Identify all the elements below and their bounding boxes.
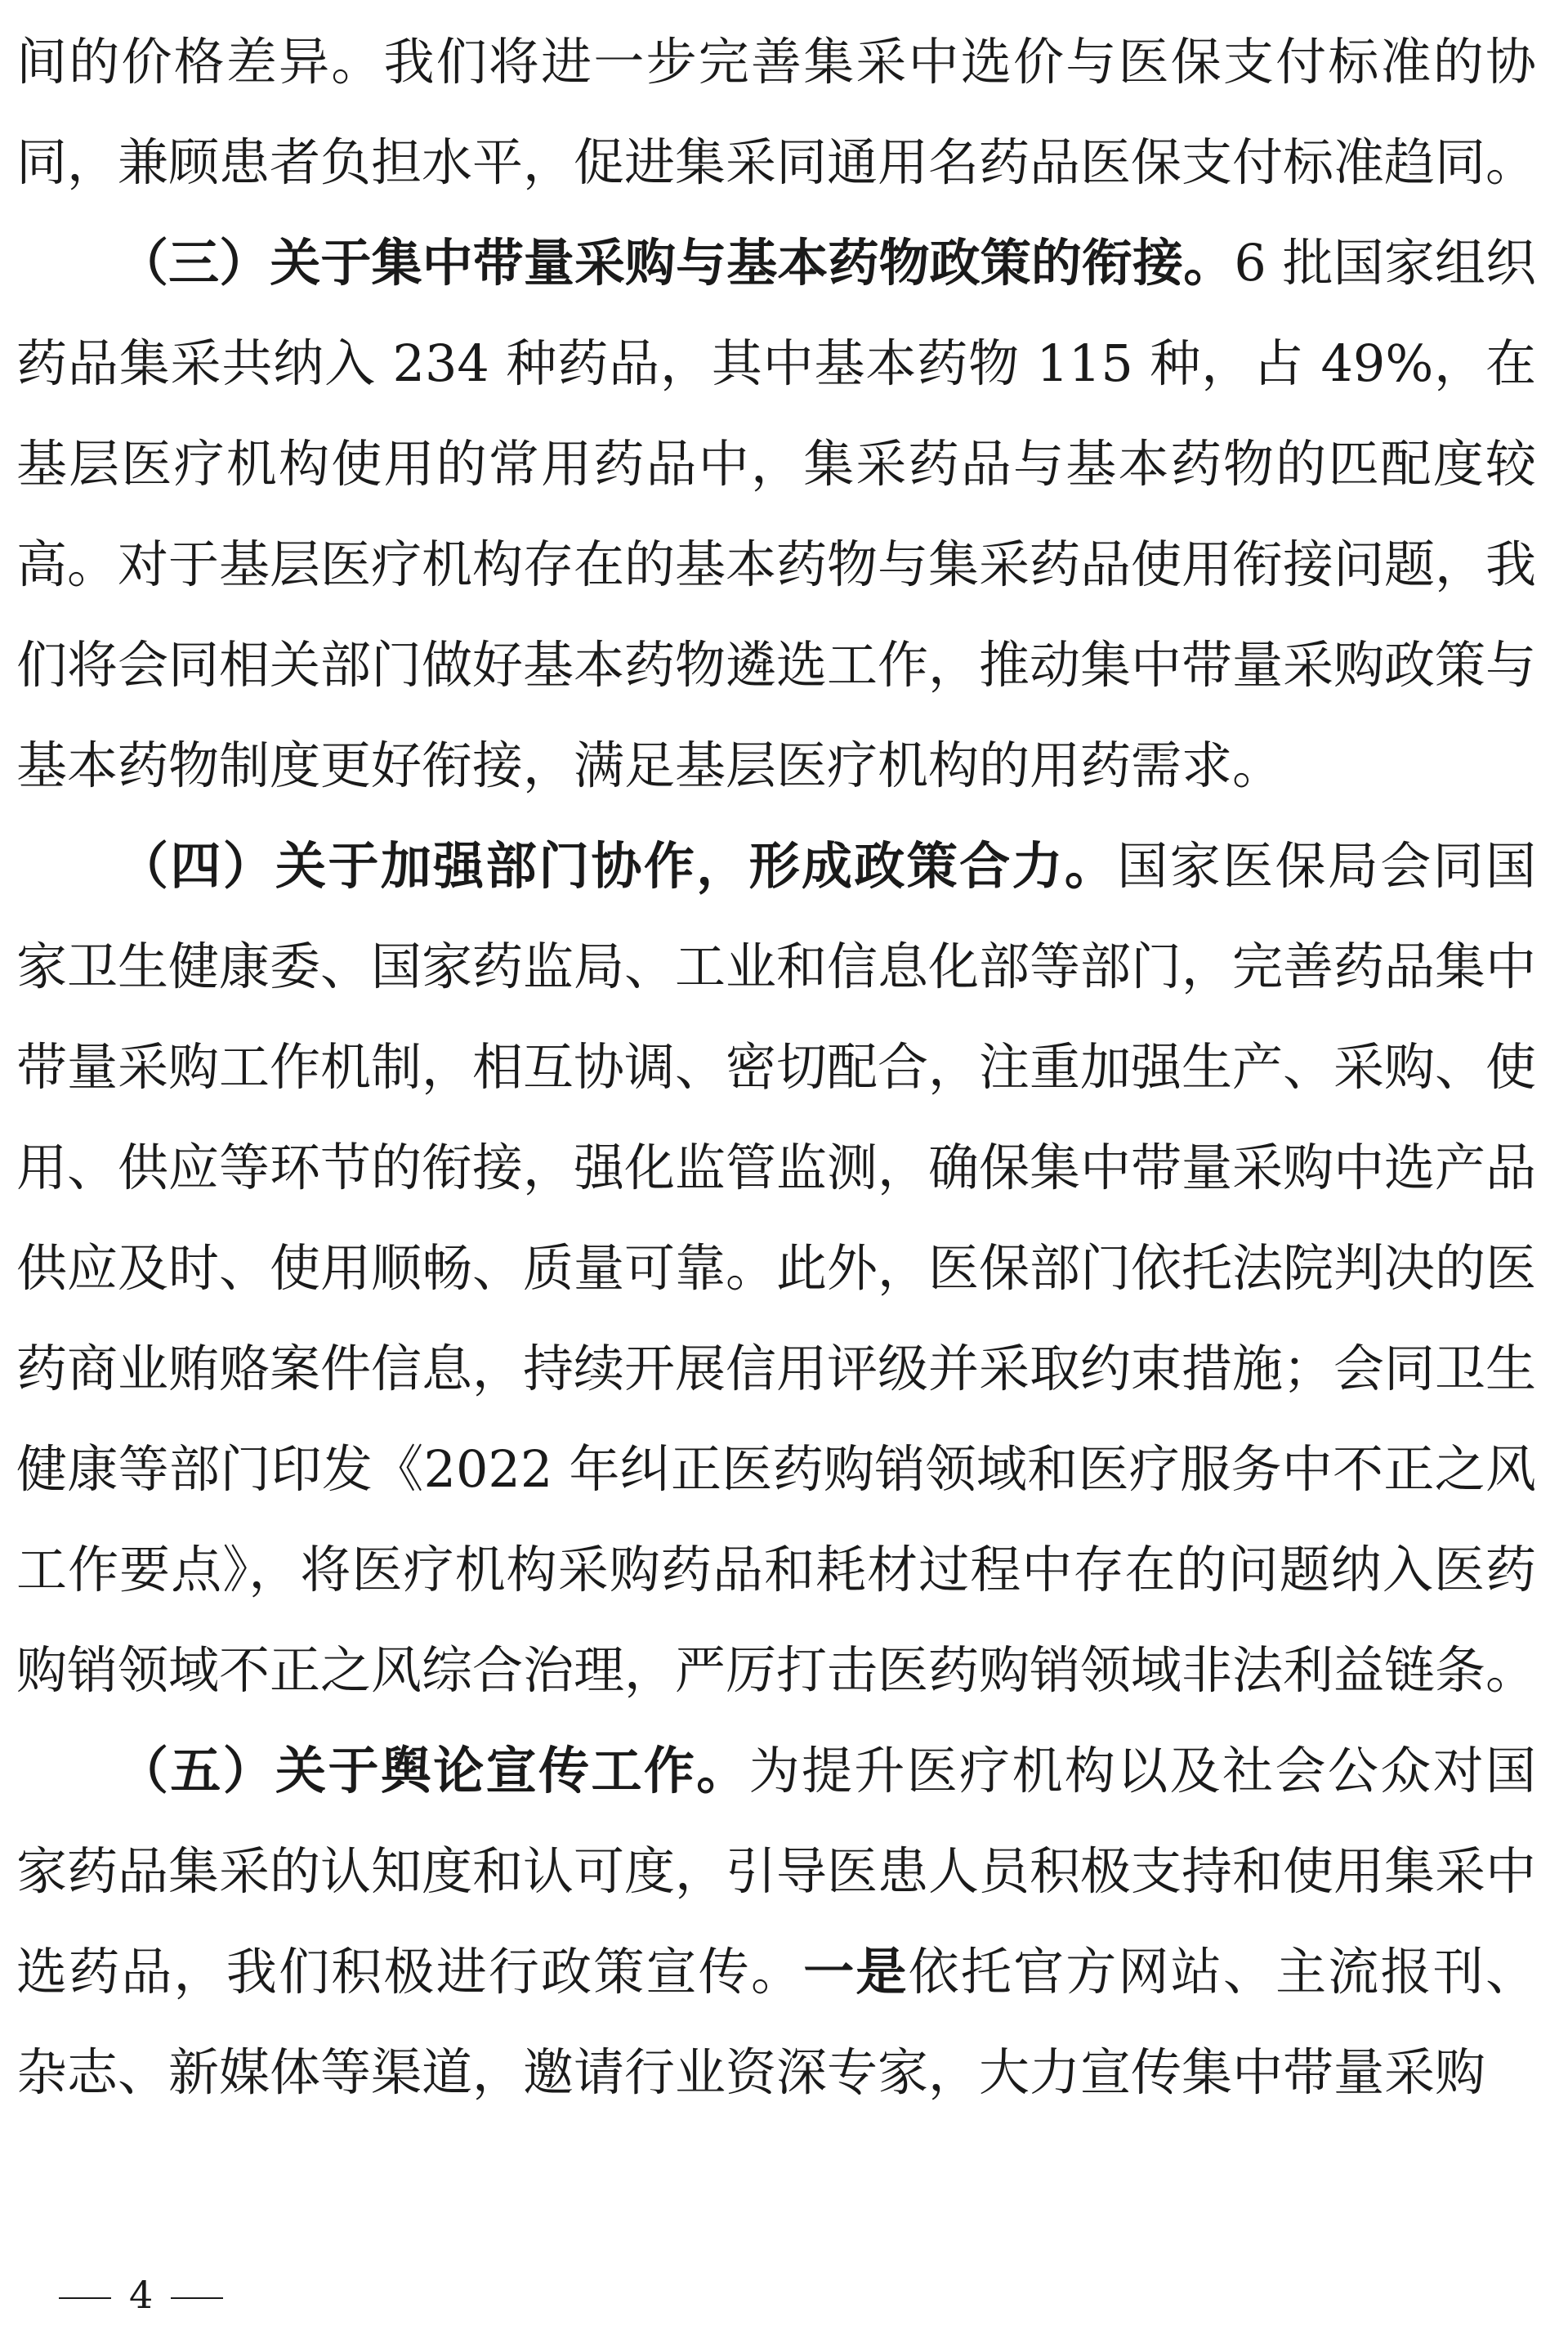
emphasis-first: 一是: [803, 1942, 909, 2001]
paragraph-department-cooperation: [16, 816, 1536, 1720]
body-text: [16, 11, 1536, 2122]
paragraph-text: 依托官方网站、主流报刊、杂志、新媒体等渠道，邀请行业资深专家，大力宣传集中带量采购: [16, 1942, 1536, 2102]
paragraph-text: 为提升医疗机构以及社会公众对国家药品集采的认知度和认可度，引导医患人员积极支持和使用集采中选药品，我们积极进行政策宣传。: [16, 1741, 1537, 2001]
page-number: 4: [129, 2273, 154, 2317]
section-heading-3: （三）关于集中带量采购与基本药物政策的衔接。: [118, 233, 1235, 293]
footer-dash-left: [59, 2297, 111, 2299]
footer-dash-right: [171, 2297, 223, 2299]
paragraph-publicity: [16, 1720, 1536, 2122]
paragraph-price-difference: [16, 11, 1536, 212]
section-heading-4: （四）关于加强部门协作，形成政策合力。: [118, 836, 1118, 896]
paragraph-text: 间的价格差异。我们将进一步完善集采中选价与医保支付标准的协同，兼顾患者负担水平，促进集采同通用名药品医保支付标准趋同。: [16, 32, 1537, 192]
page-footer: [41, 2270, 241, 2319]
section-heading-5: （五）关于舆论宣传工作。: [118, 1741, 749, 1800]
paragraph-essential-drugs: [16, 212, 1536, 816]
paragraph-text: 6 批国家组织药品集采共纳入 234 种药品，其中基本药物 115 种，占 49%，在基层医疗机构使用的常用药品中，集采药品与基本药物的匹配度较高。对于基层医疗机构存在的基本药物与集采药品使用衔接问题，我们将会同相关部门做好基本药物遴选工作，推动集中带量采购政策与基本药物制度更好衔接，满足基层医疗机构的用药需求。: [16, 233, 1537, 795]
paragraph-text: 国家医保局会同国家卫生健康委、国家药监局、工业和信息化部等部门，完善药品集中带量采购工作机制，相互协调、密切配合，注重加强生产、采购、使用、供应等环节的衔接，强化监管监测，确保集中带量采购中选产品供应及时、使用顺畅、质量可靠。此外，医保部门依托法院判决的医药商业贿赂案件信息，持续开展信用评级并采取约束措施；会同卫生健康等部门印发《2022 年纠正医药购销领域和医疗服务中不正之风工作要点》，将医疗机构采购药品和耗材过程中存在的问题纳入医药购销领域不正之风综合治理，严厉打击医药购销领域非法利益链条。: [16, 836, 1537, 1700]
